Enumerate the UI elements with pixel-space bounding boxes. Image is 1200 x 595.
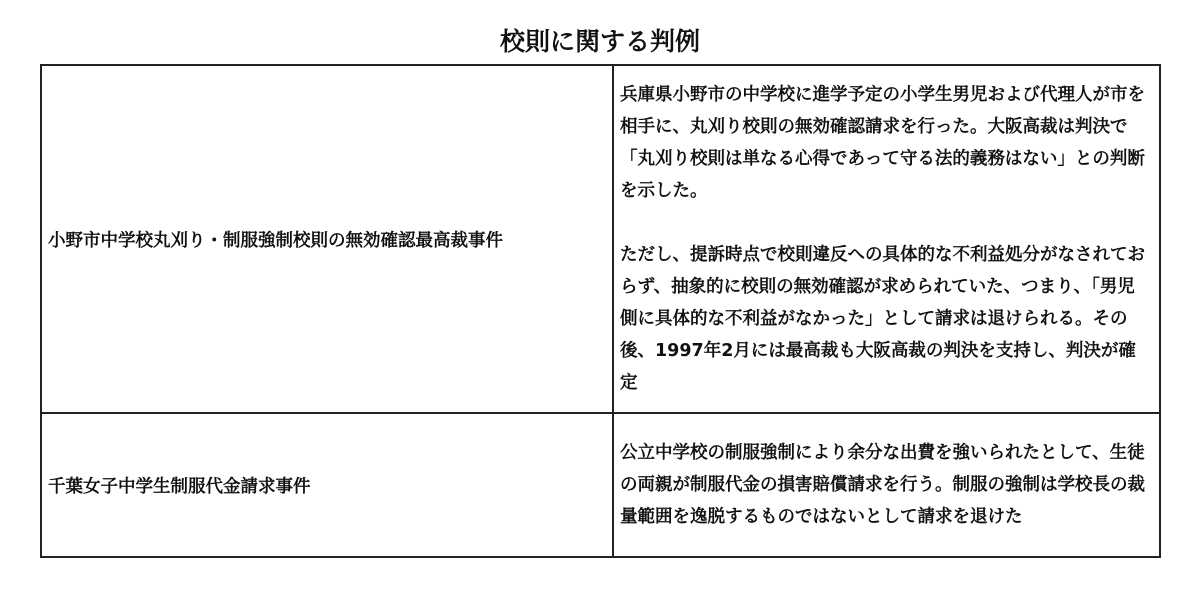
- case-law-table: [40, 64, 1161, 558]
- case-description-cell: [613, 413, 1160, 557]
- case-name-cell: 千葉女子中学生制服代金請求事件: [41, 413, 613, 557]
- description-paragraph: ただし、提訴時点で校則違反への具体的な不利益処分がなされておらず、抽象的に校則の無効確認が求められていた、つまり、「男児側に具体的な不利益がなかった」として請求は退けられる。その後、1997年2月には最高裁も大阪高裁の判決を支持し、判決が確定: [620, 245, 1145, 393]
- paragraph-spacer: [620, 207, 1151, 239]
- description-paragraph: 公立中学校の制服強制により余分な出費を強いられたとして、生徒の両親が制服代金の損害賠償請求を行う。制服の強制は学校長の裁量範囲を逸脱するものではないとして請求を退けた: [620, 443, 1145, 527]
- table-row: [41, 65, 1160, 413]
- case-description-cell: [613, 65, 1160, 413]
- description-paragraph: 兵庫県小野市の中学校に進学予定の小学生男児および代理人が市を相手に、丸刈り校則の無効確認請求を行った。大阪高裁は判決で「丸刈り校則は単なる心得であって守る法的義務はない」との判断を示した。: [620, 85, 1145, 201]
- case-name-cell: 小野市中学校丸刈り・制服強制校則の無効確認最高裁事件: [41, 65, 613, 413]
- table-row: [41, 413, 1160, 557]
- page-title: 校則に関する判例: [499, 27, 700, 56]
